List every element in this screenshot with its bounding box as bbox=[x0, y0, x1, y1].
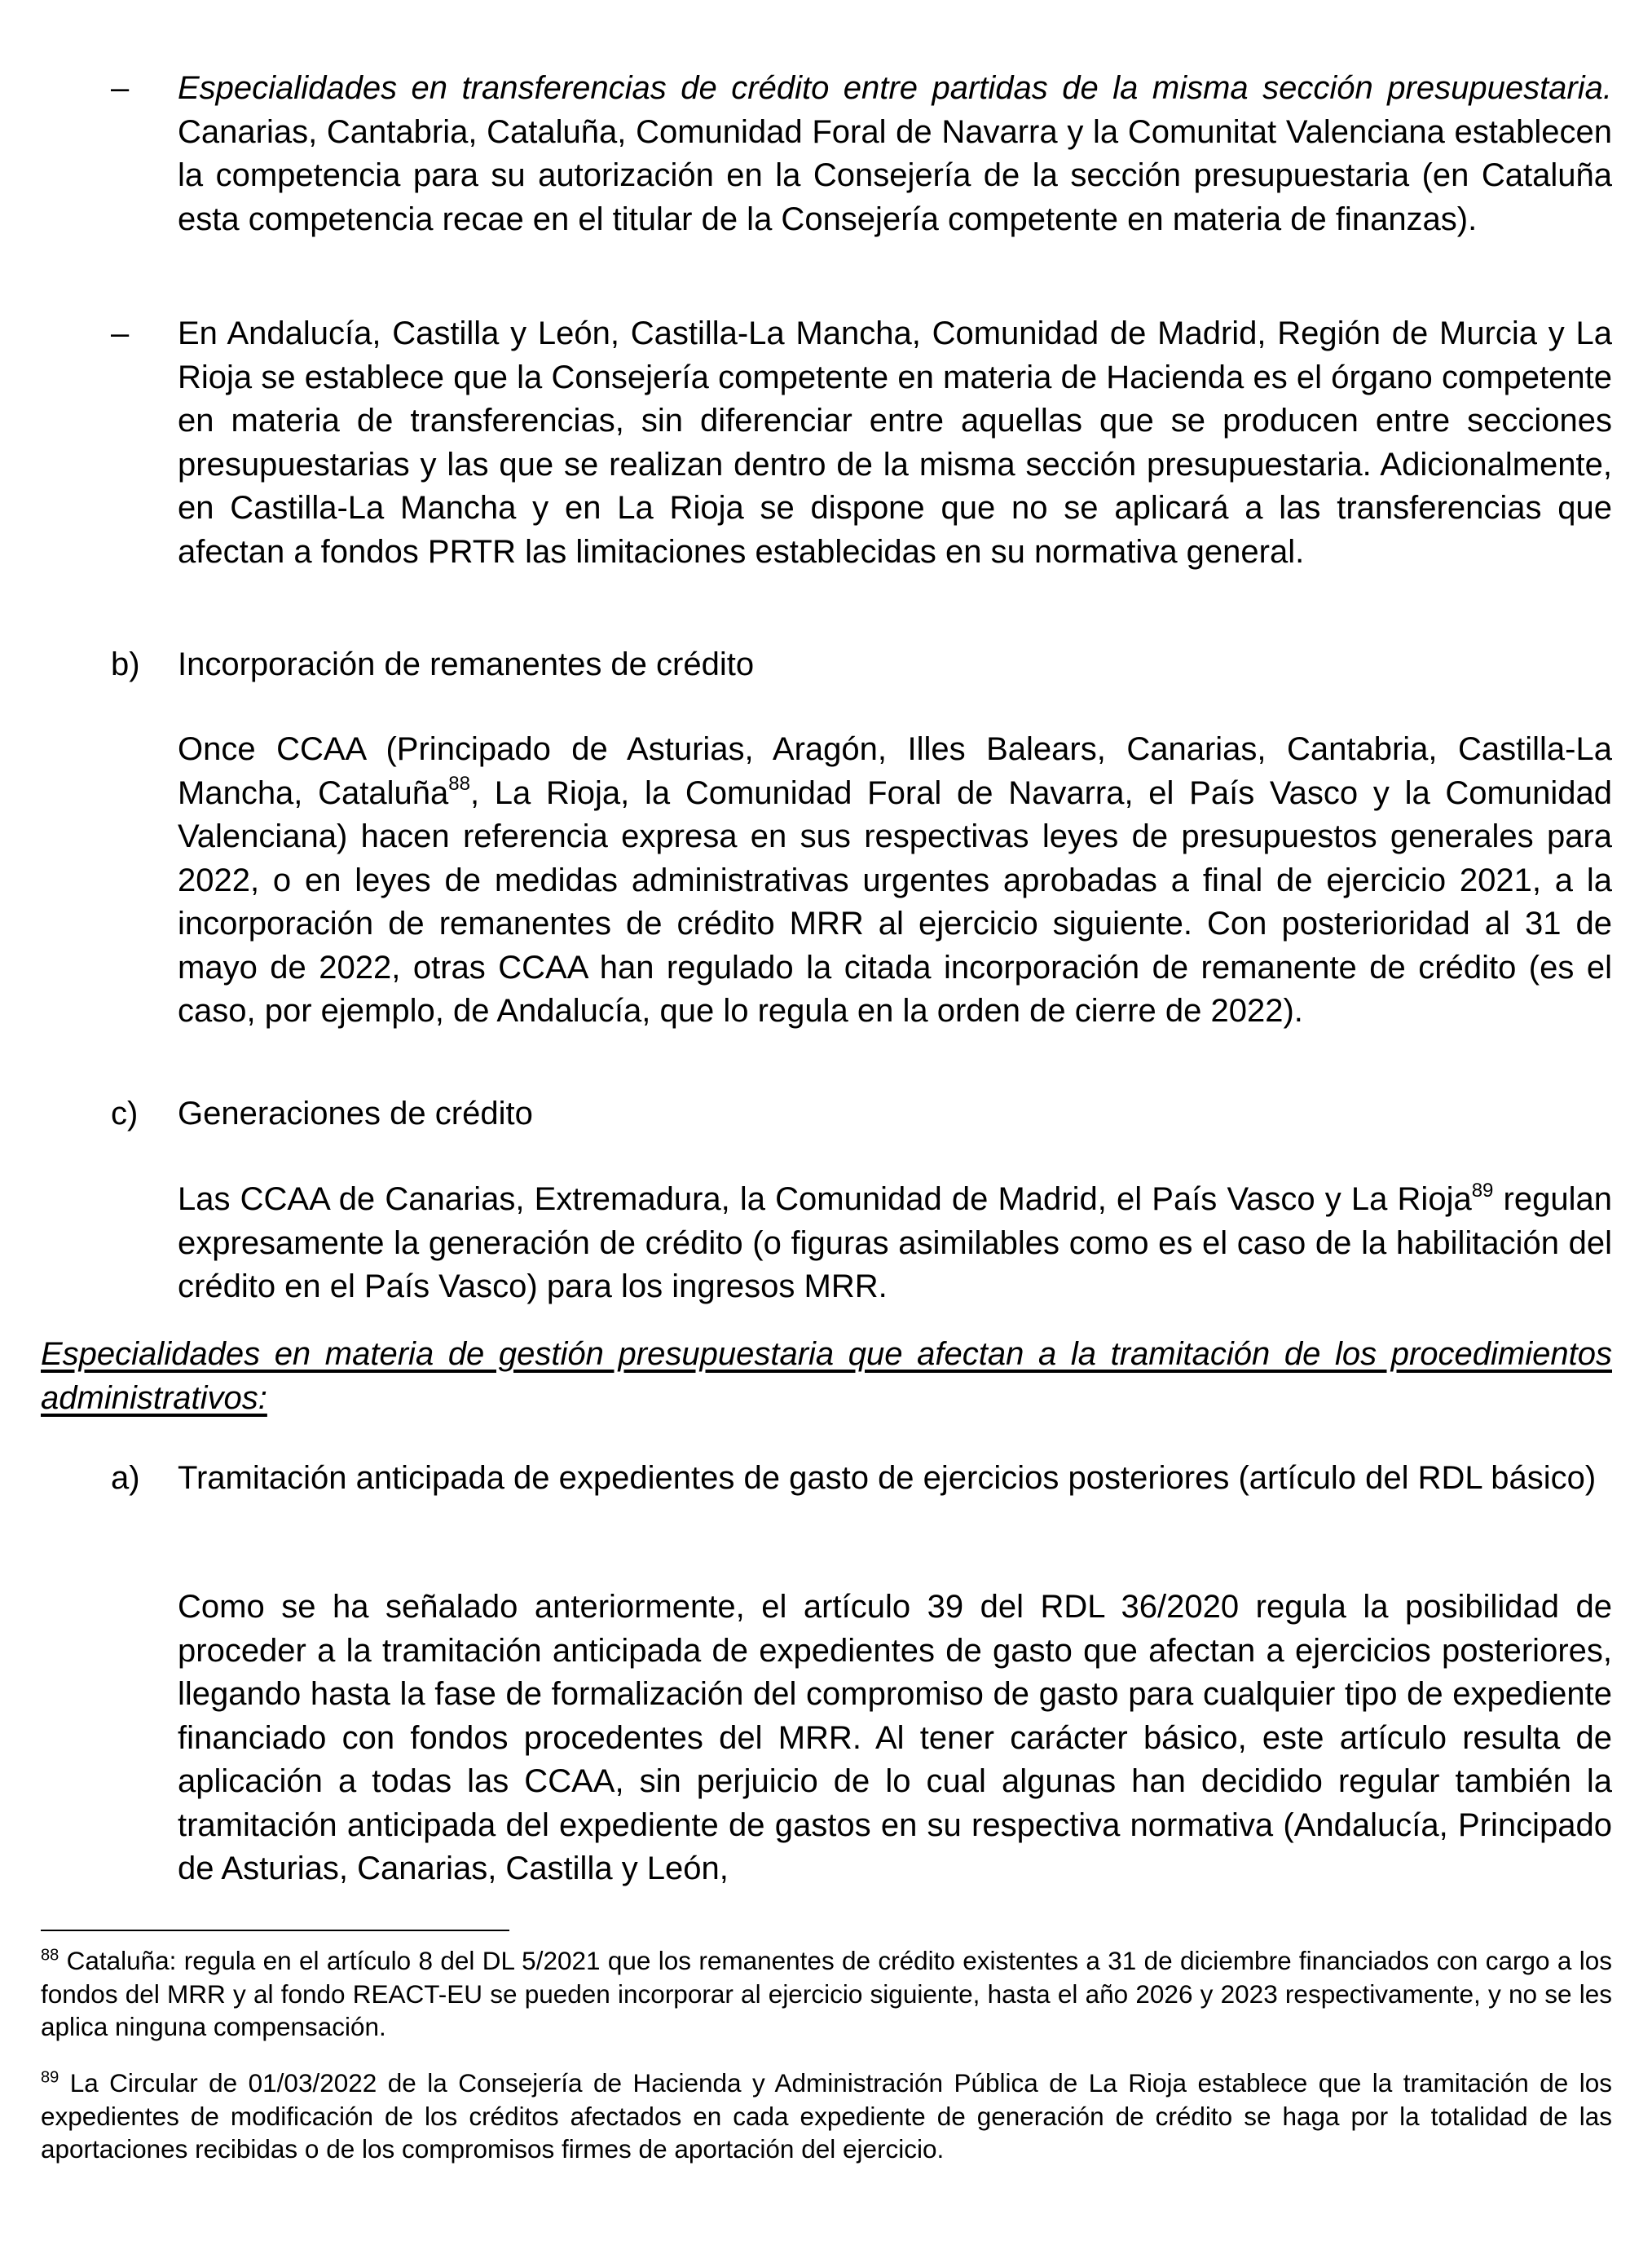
footnote-number: 88 bbox=[41, 1946, 59, 1965]
bullet-hacienda-competente: En Andalucía, Castilla y León, Castilla-La Mancha, Comunidad de Madrid, Región de Murcia y La Rioja se establece que la Consejería competente en materia de Hacienda es el órgano competente en materia de transferencias, sin diferenciar entre aquellas que se producen entre secciones presupuestarias y las que se realizan dentro de la misma sección presupuestaria. Adicionalmente, en Castilla-La Mancha y en La Rioja se dispone que no se aplicará a las transferencias que afectan a fondos PRTR las limitaciones establecidas en su normativa general. bbox=[178, 315, 1612, 570]
footnote-89: $^{89}$ La Circular de 01/03/2022 de la Consejería de Hacienda y Administración Pública de La Rioja establece que la tramitación de los expedientes de modificación de los créditos afectados en cada expediente de generación de crédito se haga por la totalidad de las aportaciones recibidas o de los compromisos firmes de aportación del ejercicio. bbox=[41, 2068, 1612, 2164]
section-marker-a: a) bbox=[111, 1460, 140, 1496]
bullet-text: Canarias, Cantabria, Cataluña, Comunidad Foral de Navarra y la Comunitat Valenciana establecen la competencia para su autorización en la Consejería de la sección presupuestaria (en Cataluña esta competencia recae en el titular de la Consejería competente en materia de finanzas). bbox=[178, 113, 1612, 237]
paragraph-remanentes: Once CCAA (Principado de Asturias, Aragón, Illes Balears, Canarias, Cantabria, Castilla-La Mancha, Cataluña$^{88}$, La Rioja, la Comunidad Foral de Navarra, el País Vasco y la Comunidad Valenciana) hacen referencia expresa en sus respectivas leyes de presupuestos generales para 2022, o en leyes de medidas administrativas urgentes aprobadas a final de ejercicio 2021, a la incorporación de remanentes de crédito MRR al ejercicio siguiente. Con posterioridad al 31 de mayo de 2022, otras CCAA han regulado la citada incorporación de remanente de crédito (es el caso, por ejemplo, de Andalucía, que lo regula en la orden de cierre de 2022). bbox=[178, 731, 1612, 1029]
paragraph-tramitacion-anticipada: Como se ha señalado anteriormente, el artículo 39 del RDL 36/2020 regula la posibilidad de proceder a la tramitación anticipada de expedientes de gasto que afectan a ejercicios posteriores, llegando hasta la fase de formalización del compromiso de gasto para cualquier tipo de expediente financiado con fondos procedentes del MRR. Al tener carácter básico, este artículo resulta de aplicación a todas las CCAA, sin perjuicio de lo cual algunas han decidido regular también la tramitación anticipada del expediente de gastos en su respectiva normativa (Andalucía, Principado de Asturias, Canarias, Castilla y León, bbox=[178, 1589, 1612, 1886]
footnote-88: $^{88}$ Cataluña: regula en el artículo 8 del DL 5/2021 que los remanentes de crédito existentes a 31 de diciembre financiados con cargo a los fondos del MRR y al fondo REACT-EU se pueden incorporar al ejercicio siguiente, hasta el año 2026 y 2023 respectivamente, y no se les aplica ninguna compensación. bbox=[41, 1946, 1612, 2041]
bullet-dash: – bbox=[111, 315, 130, 351]
section-heading-tramitacion-anticipada: Tramitación anticipada de expedientes de gasto de ejercicios posteriores (artículo del RDL básico) bbox=[178, 1460, 1597, 1496]
subheading-gestion-presupuestaria: Especialidades en materia de gestión presupuestaria que afectan a la tramitación de los procedimientos administrativos: bbox=[41, 1336, 1612, 1416]
bullet-dash: – bbox=[111, 70, 130, 106]
paragraph-generaciones: Las CCAA de Canarias, Extremadura, la Comunidad de Madrid, el País Vasco y La Rioja$^{89}$ regulan expresamente la generación de crédito (o figuras asimilables como es el caso de la habilitación del crédito en el País Vasco) para los ingresos MRR. bbox=[178, 1179, 1612, 1304]
bullet-transferencias-misma-seccion bbox=[178, 67, 1612, 241]
section-marker-b: b) bbox=[111, 646, 140, 682]
section-heading-remanentes: Incorporación de remanentes de crédito bbox=[178, 646, 755, 682]
footnote-number: 89 bbox=[41, 2068, 59, 2087]
section-heading-generaciones: Generaciones de crédito bbox=[178, 1096, 533, 1132]
footnote-ref-89: 89 bbox=[1471, 1179, 1494, 1202]
footnote-ref-88: 88 bbox=[448, 773, 470, 796]
section-marker-c: c) bbox=[111, 1096, 139, 1132]
bullet-italic-lead: Especialidades en transferencias de crédito entre partidas de la misma sección presupuestaria. bbox=[178, 70, 1612, 106]
footnote-separator bbox=[41, 1930, 509, 1931]
